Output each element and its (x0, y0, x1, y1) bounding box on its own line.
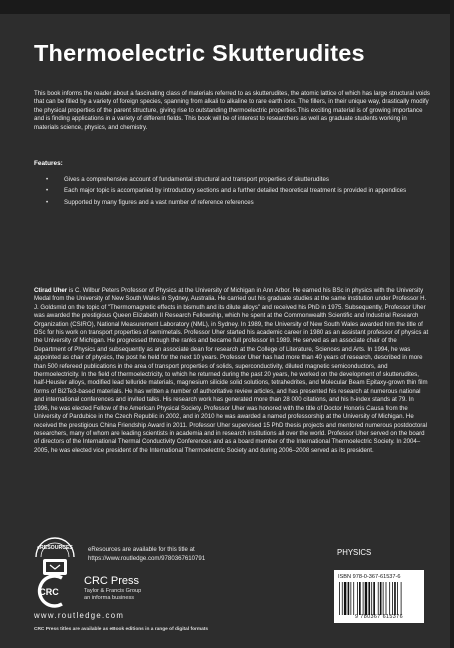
author-bio (34, 287, 430, 455)
book-description: This book informs the reader about a fascinating class of materials referred to as skutterudites, the atomic lattice of which has large structural voids that can be filled by a variety of foreign species, spanning from alkali to alkaline to rare earth ions. The fillers, in their unique way, drastically modify the physical properties of the parent structure, giving rise to outstanding thermoelectric properties.This exciting material is of growing importance and is finding applications in a variety of different fields. This book will be of interest to researchers as well as graduate students working in materials science, physics, and chemistry. (34, 90, 430, 131)
feature-item (34, 187, 430, 195)
subject-category: PHYSICS (337, 548, 372, 557)
author-bio-text: is C. Wilbur Peters Professor of Physics at the University of Michigan in Ann Arbor. He earned his BSc in physics with the University Medal from the University of New South Wales in Sydney, Australia. He carried out his graduate studies at the same institution under Professor H. J. Goldsmid on the topic of "Thermomagnetic effects in bismuth and its dilute alloys" and received his PhD in 1975. Subsequently, Professor Uher was awarded the prestigious Queen Elizabeth II Research Fellowship, which he spent at the Commonwealth Scientific and Industrial Research Organization (CSIRO), National Measurement Laboratory (NML), in Sydney. In 1989, the University of New South Wales awarded him the title of DSc for his work on transport properties of semimetals. Professor Uher started his academic career in 1980 as an assistant professor of physics at the University of Michigan. He progressed through the ranks and became full professor in 1989. He served as an associate chair of the Department of Physics and subsequently as an associate dean for research at the College of Literature, Sciences and Arts. In 1994, he was appointed as chair of physics, the post he held for the next 10 years. Professor Uher has had more than 40 years of research, described in more than 500 refereed publications in the area of transport properties of solids, superconductivity, diluted magnetic semiconductors, and thermoelectricity. In the field of thermoelectricity, to which he returned during the past 20 years, he worked on the development of skutterudites, half-Heusler alloys, modified lead telluride materials, magnesium silicide solid solutions, tetrahedrites, and Molecular Beam Epitaxy-grown thin film forms of Bi2Te3-based materials. He has written a number of authoritative review articles, and has presented his research at numerous national and international conferences and invited talks. His research work has generated more than 28 000 citations, and his h-index stands at 79. In 1996, he was elected Fellow of the American Physical Society. Professor Uher was honored with the title of Doctor Honoris Causa from the University of Pardubice in the Czech Republic in 2002, and in 2010 he was awarded a named professorship at the University of Michigan. He received the prestigious China Friendship Award in 2011. Professor Uher supervised 15 PhD thesis projects and mentored numerous postdoctoral researchers, many of whom are leading scientists in academia and in research institutions all over the world. Professor Uher served on the board of directors of the International Thermal Conductivity Conferences and as a board member of the International Thermoelectric Society. In 2004–2005, he was elected vice president of the International Thermoelectric Society and during 2006–2008 served as its president. (34, 287, 429, 454)
bullet-icon: • (46, 187, 49, 195)
feature-item (34, 199, 430, 207)
isbn-digits: 9 780367 615376 (355, 614, 403, 620)
bullet-icon: • (46, 198, 49, 206)
barcode-icon (338, 582, 420, 615)
bullet-icon: • (46, 176, 49, 183)
feature-text: Gives a comprehensive account of fundamental structural and transport properties of skutterudites (64, 176, 329, 183)
author-name: Ctirad Uher (34, 287, 68, 294)
isbn-label: ISBN 978-0-367-61537-6 (338, 574, 401, 580)
isbn-barcode-panel (334, 570, 424, 623)
features-list (34, 176, 430, 210)
right-frame-edge (450, 0, 454, 648)
crc-press-logo-icon (32, 574, 80, 608)
eresources-line: eResources are available for this title at (88, 546, 195, 553)
publisher-group: Taylor & Francis Group (84, 588, 142, 594)
feature-item (34, 176, 430, 184)
features-heading: Features: (34, 160, 63, 167)
eresources-logo-text: eRESOURCES (37, 545, 73, 551)
crc-logo-text: CRC (39, 587, 59, 597)
publisher-tagline: an informa business (84, 595, 135, 601)
book-title: Thermoelectric Skutterudites (34, 40, 365, 66)
feature-text: Each major topic is accompanied by introductory sections and a further detailed theoretical treatment is provided in appendices (64, 187, 407, 195)
eresources-url[interactable]: https://www.routledge.com/9780367610791 (88, 554, 206, 562)
publisher-name: CRC Press (84, 575, 140, 587)
publisher-website[interactable]: www.routledge.com (34, 611, 125, 620)
feature-text: Supported by many figures and a vast number of reference references (64, 198, 254, 206)
top-band (0, 0, 454, 14)
ebook-footnote: CRC Press titles are available as eBook editions in a range of digital formats (34, 627, 209, 632)
eresources-note (88, 546, 205, 563)
